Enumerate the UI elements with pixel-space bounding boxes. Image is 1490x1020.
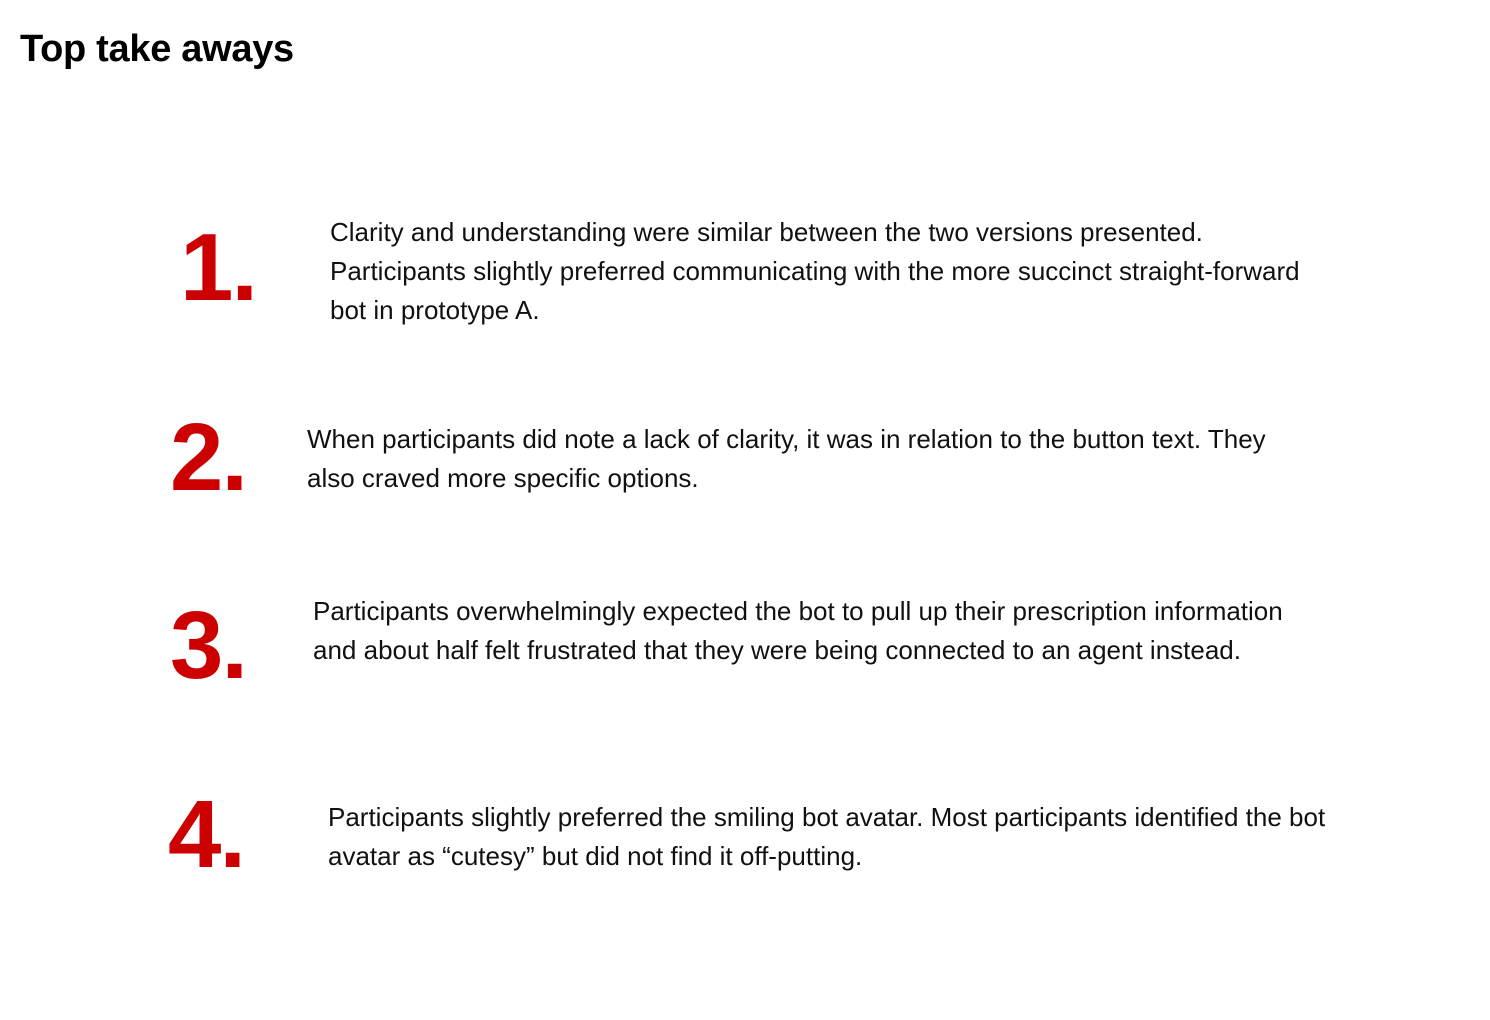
- takeaway-text-3: Participants overwhelmingly expected the bot to pull up their prescription information and about half felt frustrated that they were being connected to an agent instead.: [313, 596, 1283, 665]
- takeaway-number-4: 4.: [168, 781, 245, 888]
- takeaway-text-1: Clarity and understanding were similar between the two versions presented. Participants slightly preferred communicating with the more succinct straight-forward bot in prototype A.: [330, 217, 1300, 325]
- takeaway-number-2: 2.: [170, 404, 247, 511]
- takeaway-text-4: Participants slightly preferred the smiling bot avatar. Most participants identified the bot avatar as “cutesy” but did not find it off-putting.: [328, 802, 1326, 871]
- takeaway-text-2: When participants did note a lack of clarity, it was in relation to the button text. They also craved more specific options.: [307, 424, 1266, 493]
- page-title: Top take aways: [20, 28, 294, 70]
- takeaway-number-1: 1.: [180, 214, 257, 321]
- takeaway-number-3: 3.: [170, 592, 247, 699]
